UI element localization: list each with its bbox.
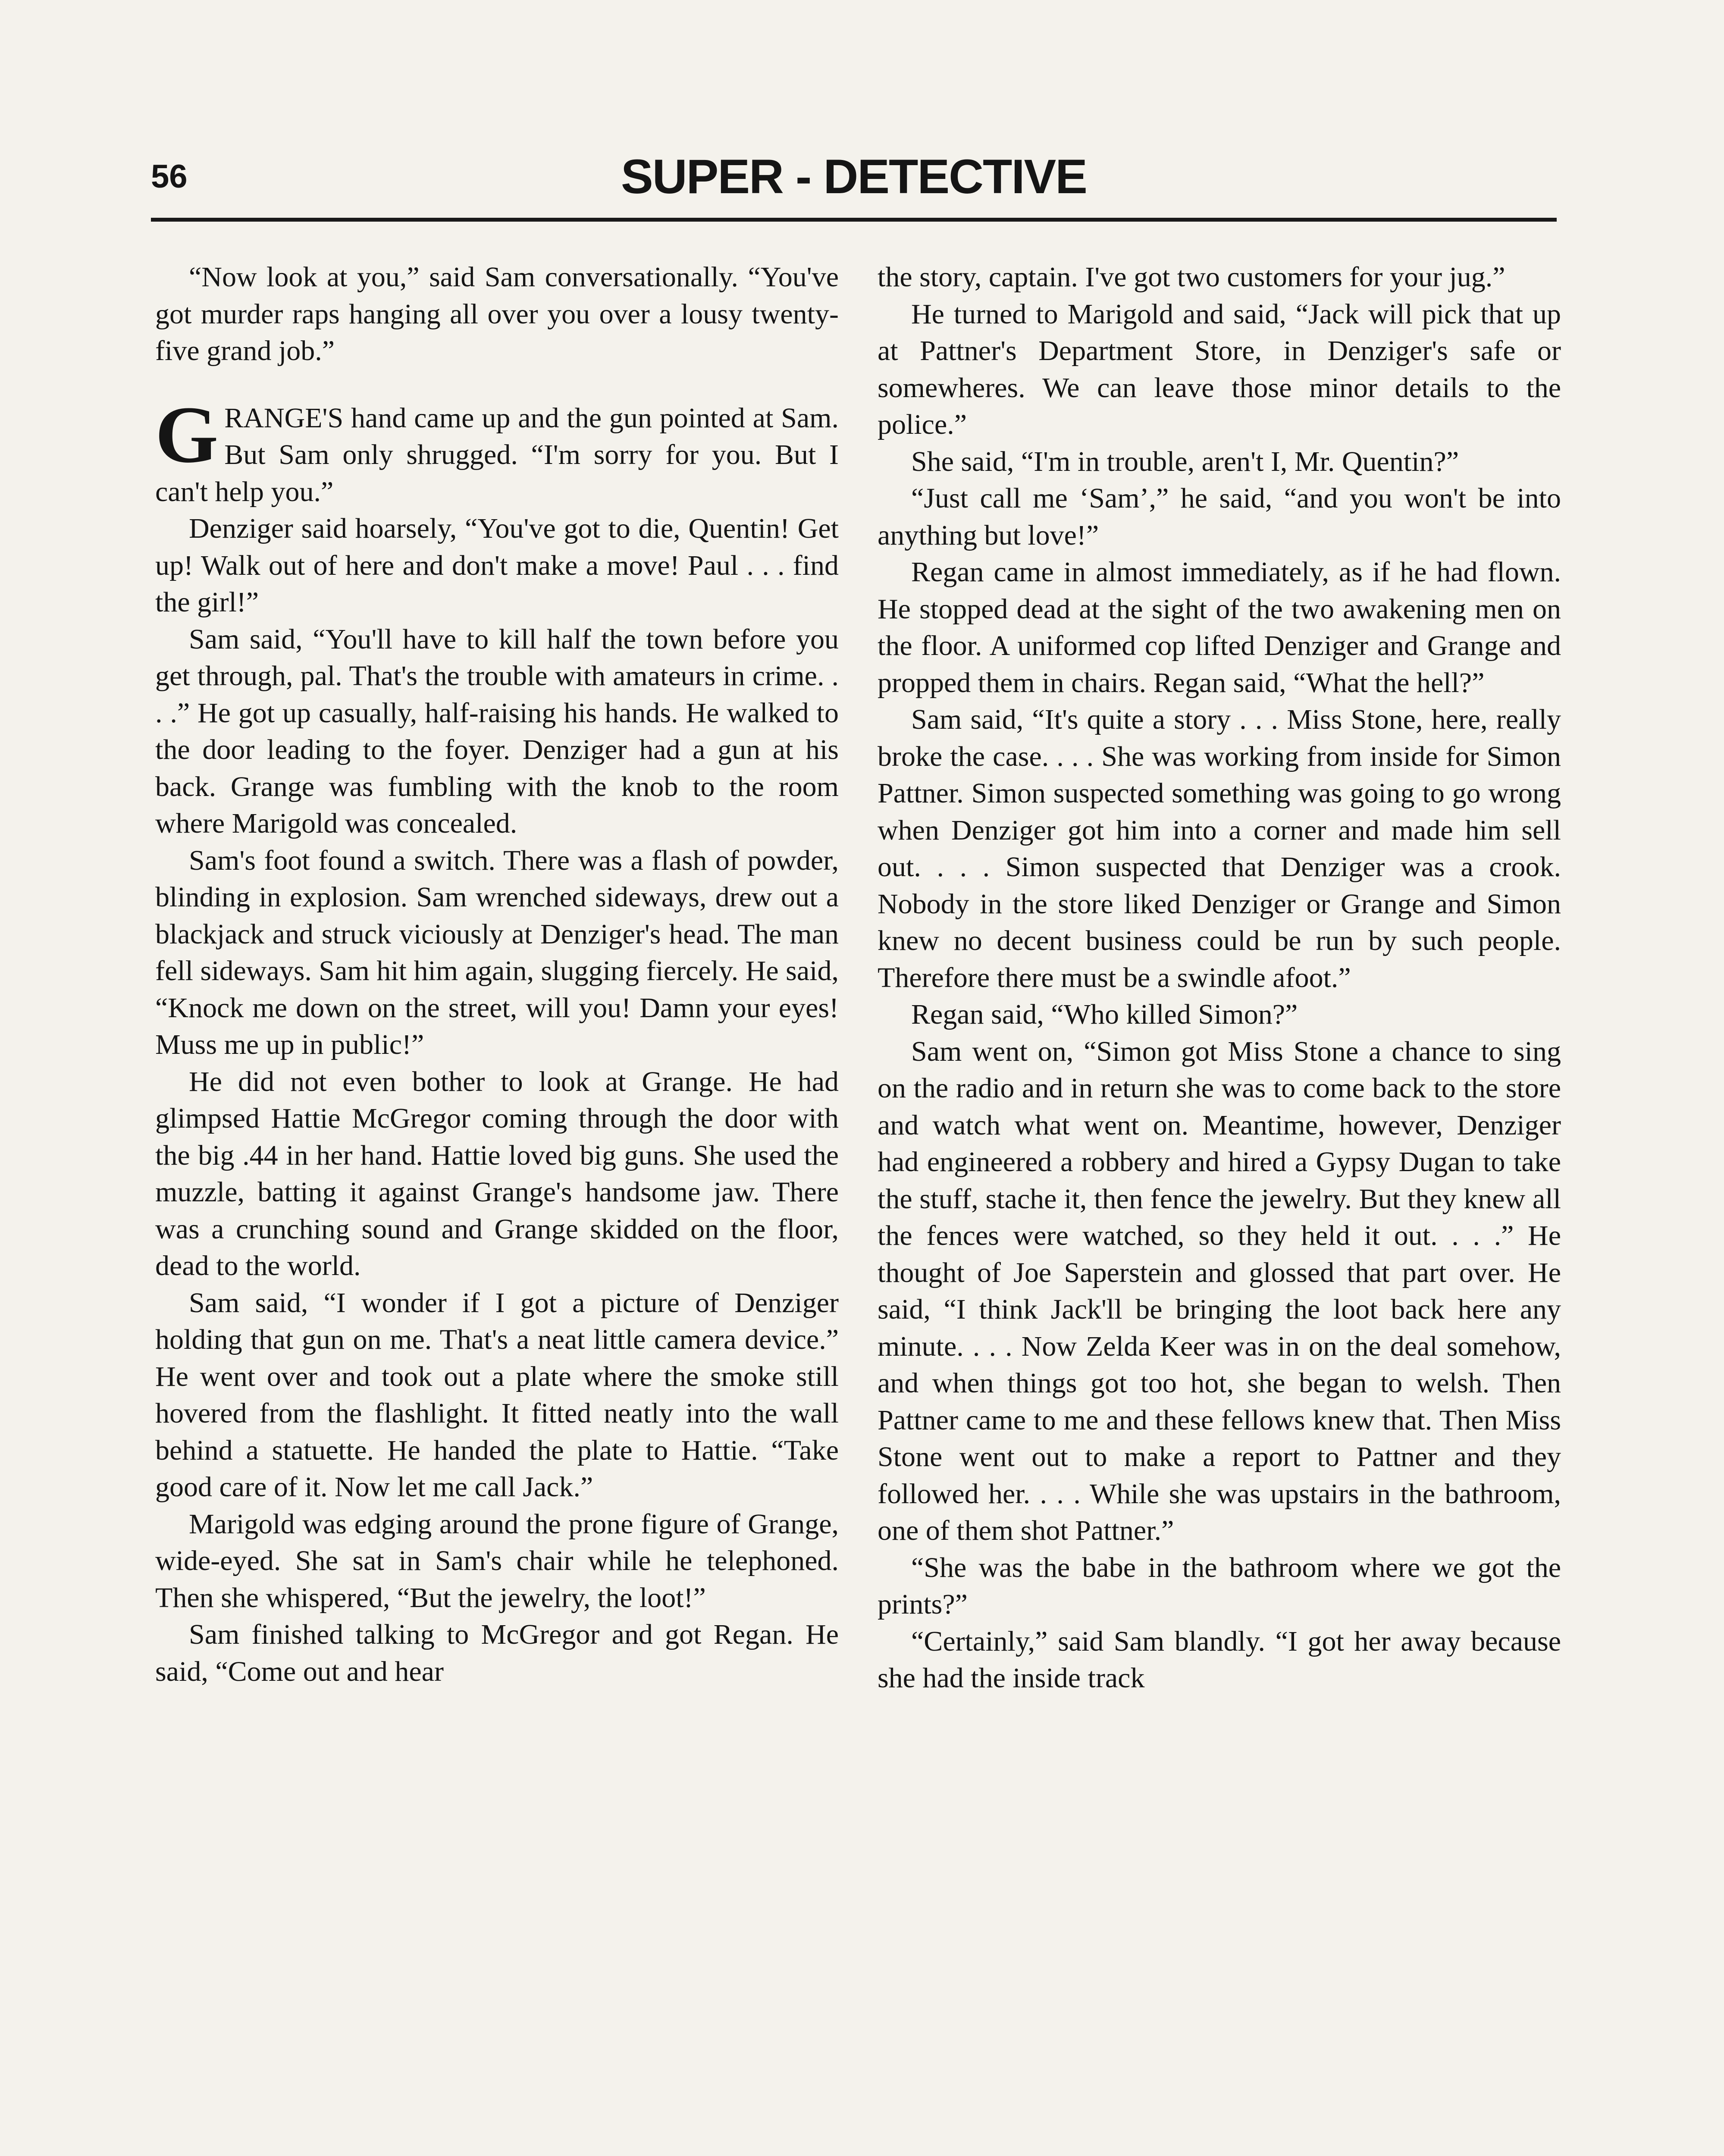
paragraph: He turned to Marigold and said, “Jack will pick that up at Pattner's Department Store, in Denziger's safe or somewheres. We can leave those minor details to the police.” <box>878 298 1561 440</box>
magazine-title: SUPER - DETECTIVE <box>621 150 1087 204</box>
paragraph: “Now look at you,” said Sam conversationally. “You've got murder raps hanging all over you over a lousy twenty-five grand job.” <box>155 261 839 367</box>
paragraph: “She was the babe in the bathroom where we got the prints?” <box>878 1551 1561 1620</box>
paragraph: Regan came in almost immediately, as if he had flown. He stopped dead at the sight of the two awakening men on the floor. A uniformed cop lifted Denziger and Grange and propped them in chairs. Regan said, “What the hell?” <box>878 556 1561 699</box>
paragraph: Sam finished talking to McGregor and got Regan. He said, “Come out and hear <box>155 1619 839 1687</box>
left-column <box>155 259 839 2156</box>
section-opening-paragraph <box>155 389 839 511</box>
story-body <box>155 259 1561 2156</box>
right-column <box>878 259 1561 2156</box>
paragraph-text: RANGE'S hand came up and the gun pointed at Sam. But Sam only shrugged. “I'm sorry for you. But I can't help you.” <box>155 402 839 508</box>
paragraph: “Just call me ‘Sam’,” he said, “and you won't be into anything but love!” <box>878 483 1561 551</box>
paragraph: Sam said, “You'll have to kill half the town before you get through, pal. That's the trouble with amateurs in crime. . . .” He got up casually, half-raising his hands. He walked to the door leading to the foyer. Denziger had a gun at his back. Grange was fumbling with the knob to the room where Marigold was concealed. <box>155 623 839 839</box>
paragraph: Sam went on, “Simon got Miss Stone a chance to sing on the radio and in return she was to come back to the store and watch what went on. Meantime, however, Denziger had engineered a robbery and hired a Gypsy Dugan to take the stuff, stache it, then fence the jewelry. But they knew all the fences were watched, so they held it out. . . .” He thought of Joe Saperstein and glossed that part over. He said, “I think Jack'll be bringing the loot back here any minute. . . . Now Zelda Keer was in on the deal somehow, and when things got too hot, she began to welsh. Then Pattner came to me and these fellows knew that. Then Miss Stone went out to make a report to Pattner and they followed her. . . . While she was upstairs in the bathroom, one of them shot Pattner.” <box>878 1035 1561 1546</box>
paragraph-continued: the story, captain. I've got two customers for your jug.” <box>878 261 1505 293</box>
paragraph: He did not even bother to look at Grange. He had glimpsed Hattie McGregor coming through the door with the big .44 in her hand. Hattie loved big guns. She used the muzzle, batting it against Grange's handsome jaw. There was a crunching sound and Grange skidded on the floor, dead to the world. <box>155 1065 839 1282</box>
paragraph: Denziger said hoarsely, “You've got to die, Quentin! Get up! Walk out of here and don't make a move! Paul . . . find the girl!” <box>155 513 839 618</box>
page-number: 56 <box>151 158 188 195</box>
paragraph: Sam said, “It's quite a story . . . Miss Stone, here, really broke the case. . . . She was working from inside for Simon Pattner. Simon suspected something was going to go wrong when Denziger got him into a corner and made him sell out. . . . Simon suspected that Denziger was a crook. Nobody in the store liked Denziger or Grange and Simon knew no decent business could be run by such people. Therefore there must be a swindle afoot.” <box>878 704 1561 993</box>
page-header <box>151 151 1557 211</box>
drop-cap: G <box>155 389 219 479</box>
paragraph: She said, “I'm in trouble, aren't I, Mr. Quentin?” <box>911 445 1459 477</box>
paragraph: Marigold was edging around the prone figure of Grange, wide-eyed. She sat in Sam's chair while he telephoned. Then she whispered, “But the jewelry, the loot!” <box>155 1508 839 1614</box>
paragraph: “Certainly,” said Sam blandly. “I got her away because she had the inside track <box>878 1625 1561 1694</box>
paragraph: Sam's foot found a switch. There was a flash of powder, blinding in explosion. Sam wrenched sideways, drew out a blackjack and struck viciously at Denziger's head. The man fell sideways. Sam hit him again, slugging fiercely. He said, “Knock me down on the street, will you! Damn your eyes! Muss me up in public!” <box>155 844 839 1060</box>
paragraph: Regan said, “Who killed Simon?” <box>911 999 1298 1030</box>
paragraph: Sam said, “I wonder if I got a picture of Denziger holding that gun on me. That's a neat little camera device.” He went over and took out a plate where the smoke still hovered from the flashlight. It fitted neatly into the wall behind a statuette. He handed the plate to Hattie. “Take good care of it. Now let me call Jack.” <box>155 1287 839 1503</box>
header-rule <box>151 218 1557 222</box>
